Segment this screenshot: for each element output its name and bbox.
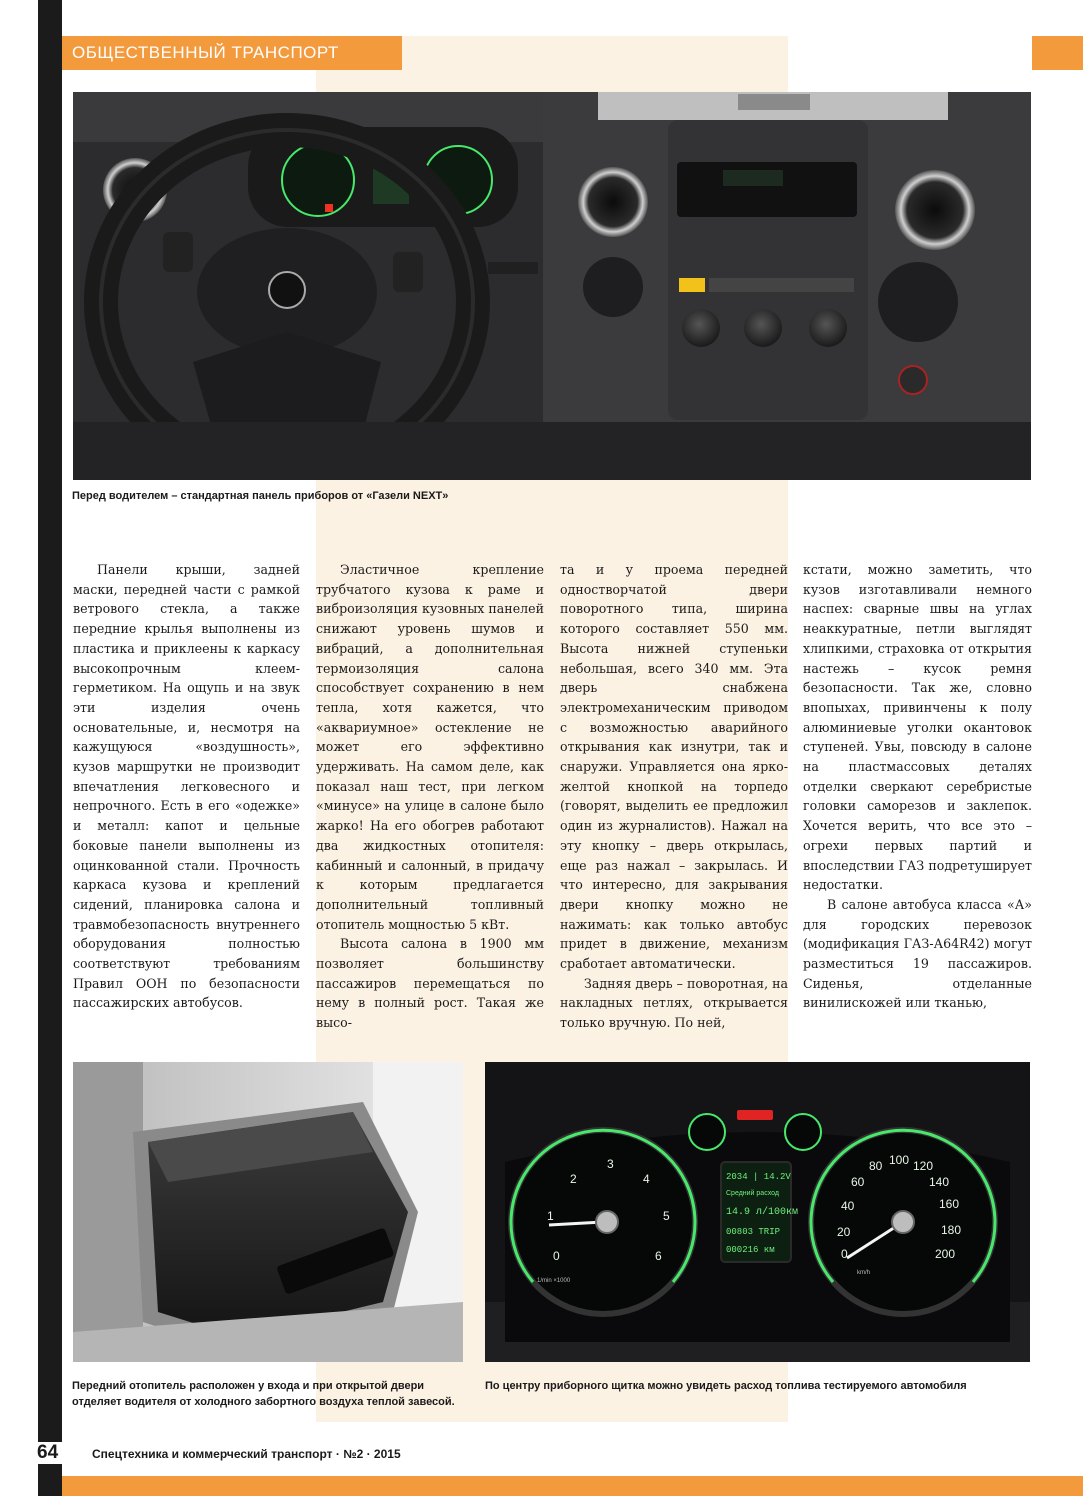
top-photo-caption: Перед водителем – стандартная панель приборов от «Газели NEXT» [72, 490, 449, 502]
speed-tick-label: 160 [939, 1197, 960, 1211]
column-2-paragraph-2: Высота салона в 1900 мм позволяет большинству пассажиров перемещаться по нему в полный рост. Такая же высо- [316, 936, 544, 1031]
column-3-paragraph-2: Задняя дверь – поворотная, на накладных петлях, открывается только вручную. По ней, [560, 975, 788, 1031]
speed-tick-label: 200 [935, 1247, 956, 1261]
display-line: Средний расход [726, 1190, 779, 1197]
column-4-paragraph-1: кстати, можно заметить, что кузов изготавливали немного наспех: сварные швы на углах неаккуратные, петли выглядят хлипкими, страховка от открытия настежь – кусок ремня безопасности. Так же, словно впопыхах, привинчены к полу алюминиевые уголки окантовок ступеней. Увы, повсюду в салоне на пластмассовых деталях отделки сверкают серебристые головки саморезов и заклепок. Хочется верить, что все это – огрехи первых партий и впоследствии ГАЗ подретуширует недостатки. [803, 562, 1032, 893]
heater-photo [73, 1062, 463, 1362]
column-4-paragraph-2: В салоне автобуса класса «А» для городских перевозок (модификация ГАЗ-А64R42) могут разместиться 19 пассажиров. Сиденья, отделанные винилискожей или тканью, [803, 896, 1032, 1011]
text-column-3 [560, 560, 788, 1033]
section-header-bar-right [1032, 36, 1083, 70]
display-line: 00803 TRIP [726, 1227, 781, 1237]
display-line: 000216 км [726, 1245, 775, 1255]
text-column-1 [73, 560, 300, 1013]
speed-tick-label: 20 [837, 1225, 851, 1239]
page-number: 64 [33, 1442, 62, 1464]
section-title: ОБЩЕСТВЕННЫЙ ТРАНСПОРТ [72, 43, 339, 62]
column-3-paragraph-1: та и у проема передней одностворчатой двери поворотного типа, ширина которого составляет 550 мм. Высота нижней ступеньки небольшая, всего 340 мм. Эта дверь снабжена электромеханическим приводом с возможностью аварийного открывания как изнутри, так и снаружи. Управляется она ярко-желтой кнопкой на торпедо (говорят, выделить ее предложил один из журналистов). Нажал на эту кнопку – дверь открылась, еще раз нажал – закрылась. И что интересно, для закрывания двери кнопку можно не нажимать: как только автобус придет в движение, механизм сработает автоматически. [560, 562, 788, 972]
speed-tick-label: 80 [869, 1159, 883, 1173]
cluster-caption: По центру приборного щитка можно увидеть расход топлива тестируемого автомобиля [485, 1380, 967, 1392]
speed-unit-label: km/h [857, 1270, 871, 1276]
left-dark-strip [38, 0, 62, 1496]
display-line: 2034 | 14.2V [726, 1172, 791, 1182]
tach-tick-label: 1 [547, 1209, 554, 1223]
heater-caption: Передний отопитель расположен у входа и при открытой двери отделяет водителя от холодного забортного воздуха теплой завесой. [72, 1380, 455, 1408]
speed-tick-label: 180 [941, 1223, 962, 1237]
speed-tick-label: 140 [929, 1175, 950, 1189]
column-2-paragraph-1: Эластичное крепление трубчатого кузова к раме и виброизоляция кузовных панелей снижают уровень шумов и вибраций, а дополнительная термоизоляция салона способствует сохранению в нем тепла, хотя кажется, что «аквариумное» остекление не может его эффективно удерживать. На самом деле, как показал наш тест, при легком «минусе» на улице в салоне было жарко! На его обогрев работают два жидкостных отопителя: кабинный и салонный, в придачу к которым предлагается дополнительный топливный отопитель мощностью 5 кВт. [316, 562, 544, 932]
tach-tick-label: 2 [570, 1172, 577, 1186]
speed-tick-label: 100 [889, 1153, 910, 1167]
speed-tick-label: 60 [851, 1175, 865, 1189]
text-column-2 [316, 560, 544, 1033]
instrument-cluster-photo [485, 1062, 1030, 1362]
publication-name: Спецтехника и коммерческий транспорт · №2 · 2015 [92, 1447, 401, 1461]
display-line: 14.9 л/100км [726, 1207, 799, 1218]
tach-tick-label: 3 [607, 1157, 614, 1171]
text-column-4 [803, 560, 1032, 1013]
column-1-paragraph-1: Панели крыши, задней маски, передней части с рамкой ветрового стекла, а также передние крылья выполнены из пластика и приклеены к каркасу высокопрочным клеем-герметиком. На ощупь и на звук эти изделия очень основательные, и, несмотря на кажущуюся «воздушность», кузов маршрутки не производит впечатления легковесного и непрочного. Есть в его «одежке» и металл: капот и цельные боковые панели выполнены из оцинкованной стали. Прочность каркаса кузова и креплений сидений, планировка салона и травмобезопасность внутреннего оборудования полностью соответствуют требованиям Правил ООН по безопасности пассажирских автобусов. [73, 562, 300, 1011]
tach-tick-label: 5 [663, 1209, 670, 1223]
speed-tick-label: 40 [841, 1199, 855, 1213]
speed-tick-label: 0 [841, 1247, 848, 1261]
dashboard-photo [73, 92, 1031, 480]
tach-tick-label: 4 [643, 1172, 650, 1186]
tach-unit-label: 1/min ×1000 [537, 1278, 571, 1284]
speed-tick-label: 120 [913, 1159, 934, 1173]
tach-tick-label: 6 [655, 1249, 662, 1263]
tach-tick-label: 0 [553, 1249, 560, 1263]
footer-bar [62, 1476, 1083, 1496]
